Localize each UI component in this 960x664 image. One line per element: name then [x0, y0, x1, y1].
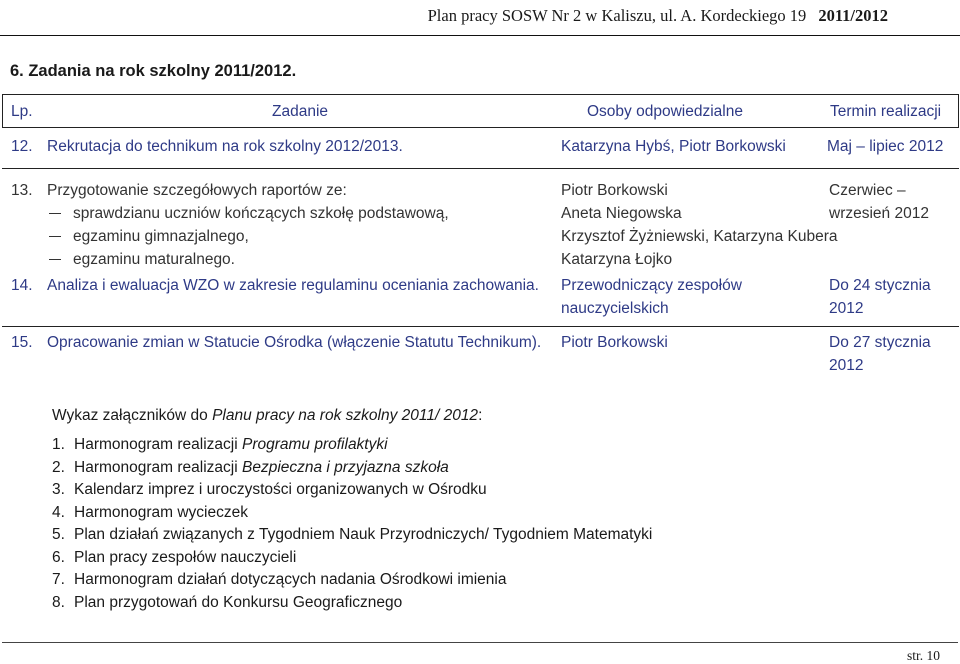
row-12-deadline: Maj – lipiec 2012: [827, 138, 944, 155]
row-13-lp: 13.: [11, 182, 33, 199]
row-13-subitem: sprawdzianu uczniów kończących szkołę podstawową,: [47, 203, 449, 226]
list-item: 5. Plan działań związanych z Tygodniem Nauk Przyrodniczych/ Tygodniem Matematyki: [52, 526, 653, 543]
row-12-task: Rekrutacja do technikum na rok szkolny 2012/2013.: [47, 138, 403, 155]
row-13-subitem: egzaminu maturalnego.: [47, 249, 235, 272]
row-14-deadline: 2012: [829, 300, 864, 317]
header-lp: Lp.: [11, 103, 33, 120]
list-item: 4. Harmonogram wycieczek: [52, 503, 248, 521]
table-header: [2, 94, 959, 128]
row-13-deadline: Czerwiec –: [829, 182, 906, 199]
row-13-responsible: Katarzyna Łojko: [561, 251, 673, 268]
row-13-responsible: Aneta Niegowska: [561, 205, 682, 222]
list-item: 1. Harmonogram realizacji Programu profilaktyki: [52, 436, 388, 453]
dash-icon: [49, 213, 61, 214]
header-responsible: Osoby odpowiedzialne: [587, 103, 743, 120]
list-item: 3. Kalendarz imprez i uroczystości organizowanych w Ośrodku: [52, 481, 487, 498]
list-item: 8. Plan przygotowań do Konkursu Geograficznego: [52, 593, 403, 611]
list-item: 6. Plan pracy zespołów nauczycieli: [52, 548, 297, 566]
row-14-lp: 14.: [11, 277, 33, 294]
row-13-responsible: Krzysztof Żyżniewski, Katarzyna Kubera: [561, 228, 838, 245]
row-14-responsible: Przewodniczący zespołów: [561, 277, 742, 294]
dash-icon: [49, 259, 61, 260]
row-14-deadline: Do 24 stycznia: [829, 277, 931, 294]
attachments-list: [52, 434, 652, 614]
header-year: 2011/2012: [818, 6, 888, 25]
header-divider: [0, 35, 960, 36]
attachments-intro: Wykaz załączników do Planu pracy na rok szkolny 2011/ 2012:: [52, 407, 483, 424]
row-12-lp: 12.: [11, 138, 33, 155]
header-task: Zadanie: [272, 103, 329, 120]
list-item: 7. Harmonogram działań dotyczących nadania Ośrodkowi imienia: [52, 571, 507, 588]
footer-divider: [2, 642, 958, 643]
row-15-task: Opracowanie zmian w Statucie Ośrodka (włączenie Statutu Technikum).: [47, 334, 542, 351]
header-deadline: Termin realizacji: [830, 103, 942, 120]
row-13-deadline: wrzesień 2012: [829, 205, 929, 222]
row-15-deadline: Do 27 stycznia: [829, 334, 931, 351]
header-title: Plan pracy SOSW Nr 2 w Kaliszu, ul. A. Kordeckiego 19: [427, 6, 807, 25]
row-13-task: Przygotowanie szczegółowych raportów ze:: [47, 182, 347, 199]
row-15-deadline: 2012: [829, 357, 864, 374]
row-divider: [2, 326, 959, 327]
row-12-responsible: Katarzyna Hybś, Piotr Borkowski: [561, 138, 786, 155]
section-title: 6. Zadania na rok szkolny 2011/2012.: [10, 62, 297, 80]
row-15-lp: 15.: [11, 334, 33, 351]
page-header: [428, 6, 888, 26]
row-divider: [2, 168, 959, 169]
row-13-subitem: egzaminu gimnazjalnego,: [47, 226, 249, 249]
row-13-responsible: Piotr Borkowski: [561, 182, 668, 199]
dash-icon: [49, 236, 61, 237]
row-14-task: Analiza i ewaluacja WZO w zakresie regulaminu oceniania zachowania.: [47, 277, 539, 294]
page-number: str. 10: [906, 648, 940, 663]
row-15-responsible: Piotr Borkowski: [561, 334, 668, 351]
row-14-responsible: nauczycielskich: [561, 300, 669, 317]
list-item: 2. Harmonogram realizacji Bezpieczna i przyjazna szkoła: [52, 458, 449, 476]
